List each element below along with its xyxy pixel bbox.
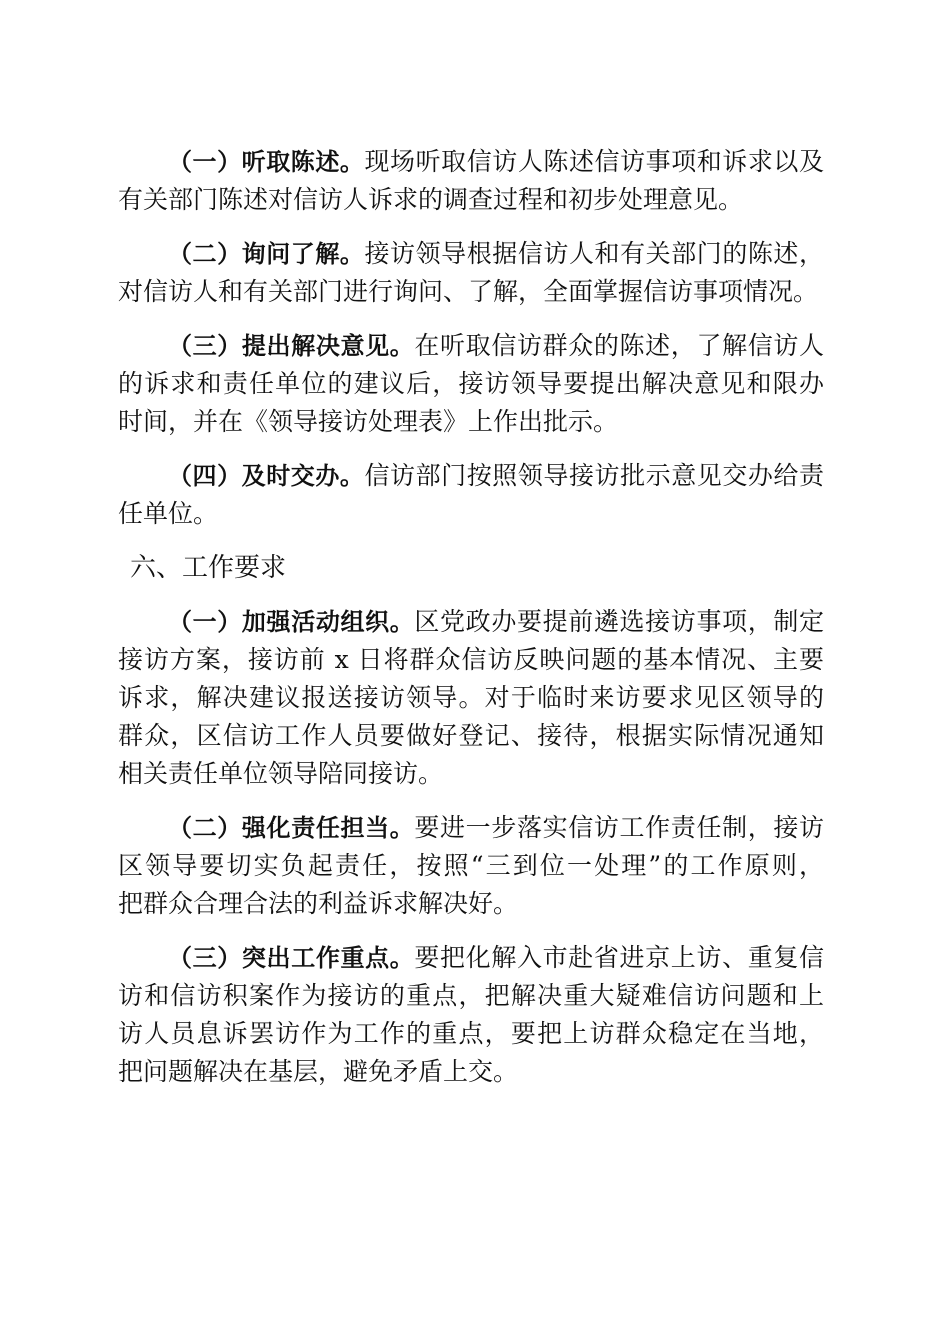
paragraph-line: 群众，区信访工作人员要做好登记、接待，根据实际情况通知 xyxy=(118,721,824,750)
paragraph-line: 接访方案，接访前 x 日将群众信访反映问题的基本情况、主要 xyxy=(118,645,824,674)
paragraph-line: 的诉求和责任单位的建议后，接访领导要提出解决意见和限办 xyxy=(118,369,824,398)
requirement-key-focus xyxy=(118,939,824,1091)
paragraph-timely-assign xyxy=(118,457,824,533)
paragraph-lead: （四）及时交办。 xyxy=(168,462,365,490)
paragraph-lead: （一）加强活动组织。 xyxy=(168,608,415,636)
paragraph-text: 信访部门按照领导接访批示意见交办给责 xyxy=(364,461,824,490)
paragraph-text: 要进一步落实信访工作责任制，接访 xyxy=(414,813,824,842)
paragraph-line: 访和信访积案作为接访的重点，把解决重大疑难信访问题和上 xyxy=(118,981,824,1010)
paragraph-line: 访人员息诉罢访作为工作的重点，要把上访群众稳定在当地， xyxy=(118,1019,824,1048)
paragraph-line xyxy=(118,809,824,847)
paragraph-text: 在听取信访群众的陈述，了解信访人 xyxy=(414,331,824,360)
paragraph-line: 相关责任单位领导陪同接访。 xyxy=(118,759,444,788)
paragraph-lead: （三）提出解决意见。 xyxy=(168,332,415,360)
paragraph-lead: （一）听取陈述。 xyxy=(168,148,365,176)
paragraph-lead: （二）询问了解。 xyxy=(168,240,365,268)
paragraph-line xyxy=(118,327,824,365)
paragraph-lead: （二）强化责任担当。 xyxy=(168,814,415,842)
paragraph-line xyxy=(118,939,824,977)
paragraph-propose-solution xyxy=(118,327,824,441)
paragraph-line xyxy=(118,235,824,273)
requirement-organization xyxy=(118,603,824,793)
paragraph-text: 现场听取信访人陈述信访事项和诉求以及 xyxy=(364,147,824,176)
paragraph-inquiry xyxy=(118,235,824,311)
paragraph-line: 把问题解决在基层，避免矛盾上交。 xyxy=(118,1057,519,1086)
document-body xyxy=(118,143,824,1091)
requirement-responsibility xyxy=(118,809,824,923)
paragraph-line: 把群众合理合法的利益诉求解决好。 xyxy=(118,889,519,918)
paragraph-text: 接访领导根据信访人和有关部门的陈述， xyxy=(364,239,824,268)
paragraph-text: 区党政办要提前遴选接访事项，制定 xyxy=(414,607,824,636)
paragraph-lead: （三）突出工作重点。 xyxy=(168,944,415,972)
paragraph-line: 区领导要切实负起责任，按照“三到位一处理”的工作原则， xyxy=(118,851,824,880)
paragraph-line: 诉求，解决建议报送接访领导。对于临时来访要求见区领导的 xyxy=(118,683,824,712)
paragraph-line: 有关部门陈述对信访人诉求的调查过程和初步处理意见。 xyxy=(118,185,744,214)
paragraph-line xyxy=(118,603,824,641)
paragraph-line: 任单位。 xyxy=(118,499,219,528)
section-heading: 六、工作要求 xyxy=(130,553,287,583)
paragraph-line: 对信访人和有关部门进行询问、了解，全面掌握信访事项情况。 xyxy=(118,277,819,306)
paragraph-line xyxy=(118,457,824,495)
paragraph-line xyxy=(118,143,824,181)
paragraph-line: 时间，并在《领导接访处理表》上作出批示。 xyxy=(118,407,619,436)
paragraph-text: 要把化解入市赴省进京上访、重复信 xyxy=(414,943,824,972)
paragraph-listen-statement xyxy=(118,143,824,219)
